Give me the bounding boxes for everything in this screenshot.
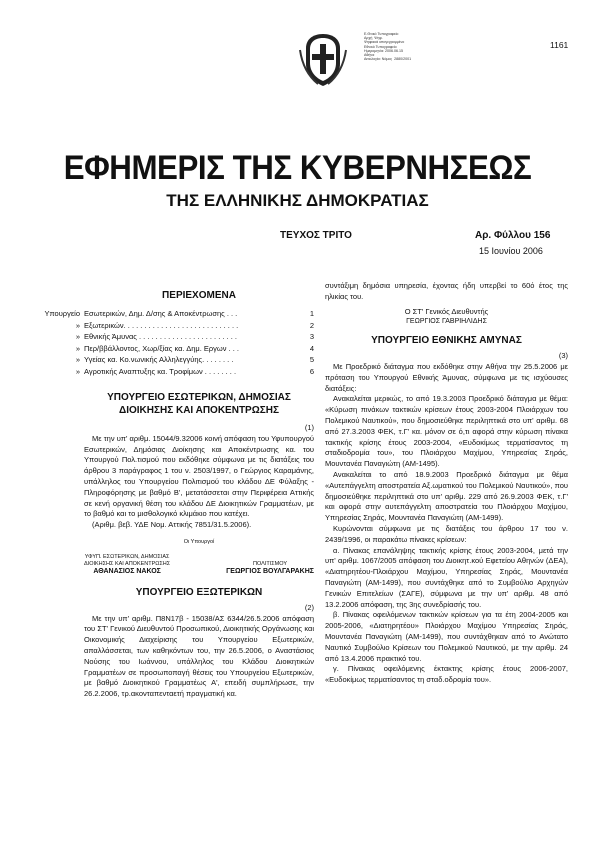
toc-item-left: » bbox=[75, 320, 80, 330]
toc-item-left: » bbox=[75, 355, 80, 364]
toc-item-left: » bbox=[75, 366, 80, 376]
toc-item-text: Εθνικής Άμυνας . . . . . . . . . . . . . . . . . . . . . . . . bbox=[84, 332, 237, 341]
section-number: (2) bbox=[304, 602, 314, 612]
toc-item-page: 1 bbox=[309, 309, 314, 318]
paragraph: Κυρώνονται σύμφωνα με τις διατάξεις του άρθρου 17 του ν. 2439/1996, οι παρακάτω πίνακες κρίσεων: bbox=[325, 523, 568, 544]
toc-item[interactable] bbox=[32, 366, 314, 378]
director-name: ΓΕΩΡΓΙΟΣ ΓΑΒΡΙΗΛΙΔΗΣ bbox=[406, 318, 487, 326]
paragraph: Ανακαλείται το από 18.9.2003 Προεδρικό διάταγμα με θέμα «Αυτεπάγγελτη αποστρατεία Αξ.ωματικού του Πολεμικού Ναυτικού», που δημοσιεύθηκε περιληπτικά στο υπ' αριθμ. 229 από 26.9.2003 ΦΕΚ, τ.Γ' και αφορά στην αυτεπάγγελτη αποστρατεία του Πλοιάρχου Μαχίμου, Υπηρεσίας Σηράς, Μουντανέα Παναγιώτη (ΑΜ-1499). bbox=[325, 469, 568, 523]
toc-item-text: Εσωτερικών, Δημ. Δ/σης & Αποκέντρωσης . . . bbox=[84, 309, 238, 318]
toc-item-page: 6 bbox=[309, 366, 314, 376]
section-number: (1) bbox=[304, 423, 314, 432]
sheet-number-line bbox=[475, 230, 550, 241]
toc-item-text: Υγείας κα. Κο.νωνικής Αλληλεγγύης. . . . . . . . bbox=[84, 355, 234, 364]
toc-item[interactable] bbox=[32, 354, 314, 366]
signature-block bbox=[84, 554, 314, 576]
toc-item[interactable] bbox=[32, 331, 314, 343]
signature-left bbox=[84, 554, 170, 576]
toc-item[interactable] bbox=[32, 308, 314, 320]
section-heading-foreign: ΥΠΟΥΡΓΕΙΟ ΕΞΩΤΕΡΙΚΩΝ bbox=[135, 586, 263, 598]
digital-signature-stamp: Ε.Θνικό Τυπογραφείο Αρχή Ψηφ. Ψηφιακά υπογεγραμμένο Εθνικό Τυπογραφείο Ημερομηνία: 2006.06.15 Αθήνα Αιτιολογία: Νόμος 2880/2001 bbox=[364, 32, 412, 62]
continued-text: συντάξιμη δημόσια υπηρεσία, έχοντας ήδη υπερβεί το 60ό έτος της ηλικίας του. bbox=[325, 281, 568, 301]
paragraph: γ. Πίνακας οφειλόμενης έκτακτης κρίσης έτους 2006-2007, «Ευδοκίμως τερματίσαντος τη σταδ.οδρομία του». bbox=[325, 664, 568, 685]
toc-item-page: 2 bbox=[309, 320, 314, 330]
paragraph: α. Πίνακας επανάληψης τακτικής κρίσης έτους 2003-2004, μετά την υπ' αριθμ. 1067/2005 απόφαση του Διοικητ.κού Εφετείου Αθηνών (ΔΕΑ), «Διατηρητέου-Πλοιάρχου Μαχίμου, Υπηρεσίας Σηράς, Μουντανέα Παναγιώτη (ΑΜ-1499), που συντάχθηκε από το Συμβούλιο Αρχηγών Γενικών Επιτελείων (ΣΑΓΕ), σύμφωνα με την υπ' αριθμ. 48 από 13.2.2006 απόφαση, της 3ης συνεδρίασής του. bbox=[325, 545, 568, 609]
section-reference: (Αριθμ. βεβ. ΥΔΕ Νομ. Αττικής 7851/31.5.2006). bbox=[92, 520, 252, 530]
section-number: (3) bbox=[558, 351, 568, 361]
section-body: Με την υπ' αριθμ. 15044/9.32006 κοινή απόφαση του Υφυπουργού Εσωτερικών, Δημόσιας Διοίκησης και Αποκέντρωσης κα. του Υπουργού Πολ.τισμού που εκδόθηκε σύμφωνα με τις διατάξεις του άρθρου 3 παράγραφος 1 του ν. 2503/1997, ο Γεώργιος Καραμάνης, υπάλληλος του Υπουργείου Πολιτισμού του κλάδου ΔΕ Φύλαξης - Πληροφόρησης με βαθμό Β', μετατάσσεται στην Περιφέρεια Αττικής σε κενή οργανική θέση του κλάδου ΔΕ Διοικητικών Γραμματέων, με το βαθμό και το μισθολογικό κλιμάκιο που κατέχει. bbox=[84, 433, 314, 519]
gazette-subtitle: ΤΗΣ ΕΛΛΗΝΙΚΗΣ ΔΗΜΟΚΡΑΤΙΑΣ bbox=[166, 191, 429, 210]
toc-item[interactable] bbox=[32, 320, 314, 332]
sheet-number: 156 bbox=[533, 230, 551, 241]
toc-item-text: Αγροτικής Αναπτυξης κα. Τροφίμων . . . . . . . . bbox=[84, 366, 237, 376]
sheet-label: Αρ. Φύλλου bbox=[475, 230, 531, 241]
left-column bbox=[44, 289, 314, 700]
toc-item-page: 4 bbox=[309, 343, 314, 353]
section-body: Με την υπ' αριθμ. Π8Ν17β - 15038/ΑΣ 6344/26.5.2006 απόφαση του ΣΤ' Γενικού Διευθυντού Προσωπικού, Διοικητικής Οργάνωσης και Οικονομικής Διαχείρισης του Υπουργείου Εξωτερικών, απαλλάσσεται, των καθηκόντων του, την 26.5.2006, ο Αναστάσιος Νούσης του Ιωάννου, υπάλληλος του Κλάδου Διοικητικών Γραμματέων σε προσωποπαγή θέσεις του Υπουργείου Εξωτερικών, με βαθμό Διοικητικού Γραμματέως Α', επειδή συμπλήρωσε, την 26.2.2006, τρ.ακονταπενταετή πραγματική κα. bbox=[84, 613, 314, 699]
toc-item-text: Περ/ββάλλοντος, Χωρ/ξίας κα. Δημ. Εργων . . . bbox=[84, 343, 240, 353]
signature-right bbox=[226, 554, 314, 576]
toc-item-page: 3 bbox=[309, 332, 314, 341]
gazette-title: ΕΦΗΜΕΡΙΣ ΤΗΣ ΚΥΒΕΡΝΗΣΕΩΣ bbox=[63, 149, 532, 187]
toc-item-left: Υπουργείο bbox=[44, 309, 80, 318]
paragraph: Ανακαλείται μερικώς, το από 19.3.2003 Προεδρικό διάταγμα με θέμα: «Κύρωση πινάκων τακτικών κρίσεων έτους 2003-2004 Πλοιάρχων του Πολεμικού Ναυτικού», που δημοσιεύθηκε περιληπτικά στο υπ' αριθμ. 68 από 27.3.2003 ΦΕΚ, τ.Γ' κα. μόνον σε ό,τι αφορά στην κύρωση πίνακα τακτικής κρίσης έτους 2003-2004, «Ευδοκίμως τερματίσαντος τη σταδιοδρομία του», του Πλοιάρχου Μαχίμου, Υπηρεσίας Σηράς, Μουντανέα Παναγιώτη (ΑΜ-1495). bbox=[325, 394, 568, 469]
toc-item-left: » bbox=[75, 332, 80, 341]
signature-left-title: ΥΦΥΠ. ΕΣΩΤΕΡΙΚΩΝ, ΔΗΜΟΣΙΑΣ ΔΙΟΙΚΗΣΗΣ ΚΑΙ ΑΠΟΚΕΝΤΡΩΣΗΣ bbox=[84, 553, 171, 567]
section-heading-defence: ΥΠΟΥΡΓΕΙΟ ΕΘΝΙΚΗΣ ΑΜΥΝΑΣ bbox=[371, 335, 522, 347]
issue-date: 15 Ιουνίου 2006 bbox=[479, 246, 543, 256]
toc-heading: ΠΕΡΙΕΧΟΜΕΝΑ bbox=[162, 290, 236, 301]
ministers-label: Οι Υπουργοί bbox=[183, 538, 215, 545]
page-number: 1161 bbox=[550, 40, 569, 50]
signature-right-name: ΓΕΩΡΓΙΟΣ ΒΟΥΛΓΑΡΑΚΗΣ bbox=[226, 567, 314, 575]
signature-left-name: ΑΘΑΝΑΣΙΟΣ ΝΑΚΟΣ bbox=[93, 567, 161, 575]
paragraph: Με Προεδρικό διάταγμα που εκδόθηκε στην Αθήνα την 25.5.2006 με πρόταση του Υπουργού Εθνικής Άμυνας, σύμφωνα με τις ισχύουσες διατάξεις: bbox=[325, 361, 568, 393]
toc-item-text: Εξωτερικών. . . . . . . . . . . . . . . . . . . . . . . . . . . . bbox=[84, 320, 239, 330]
right-column bbox=[325, 281, 568, 686]
toc-item-page: 5 bbox=[309, 355, 314, 364]
issue-type: ΤΕΥΧΟΣ ΤΡΙΤΟ bbox=[280, 230, 352, 241]
paragraph: β. Πίνακας οφειλόμενων τακτικών κρίσεων για τα έτη 2004-2005 και 2005-2006, «Διατηρητέου» Πλοιάρχου Μαχίμου Υπηρεσίας Σηράς, Μουντανέα Παναγιώτη (ΑΜ-1499), που συντάχθηκαν από το Ανώτατο Ναυτικό Συμβούλιο Κρίσεων του Πολεμικού Ναυτικού, με την αριθμ. 24 από 13.4.2006 πρακτικό του. bbox=[325, 610, 568, 663]
section-heading-interior: ΥΠΟΥΡΓΕΙΟ ΕΣΩΤΕΡΙΚΩΝ, ΔΗΜΟΣΙΑΣ ΔΙΟΙΚΗΣΗΣ ΚΑΙ ΑΠΟΚΕΝΤΡΩΣΗΣ bbox=[107, 392, 291, 416]
director-title: Ο ΣΤ' Γενικός Διευθυντής bbox=[404, 306, 489, 316]
signature-right-title: ΠΟΛΙΤΙΣΜΟΥ bbox=[253, 560, 288, 567]
greek-coat-of-arms-icon bbox=[298, 32, 348, 88]
toc-list bbox=[32, 308, 314, 377]
toc-item-left: » bbox=[75, 343, 80, 353]
toc-item[interactable] bbox=[32, 343, 314, 355]
